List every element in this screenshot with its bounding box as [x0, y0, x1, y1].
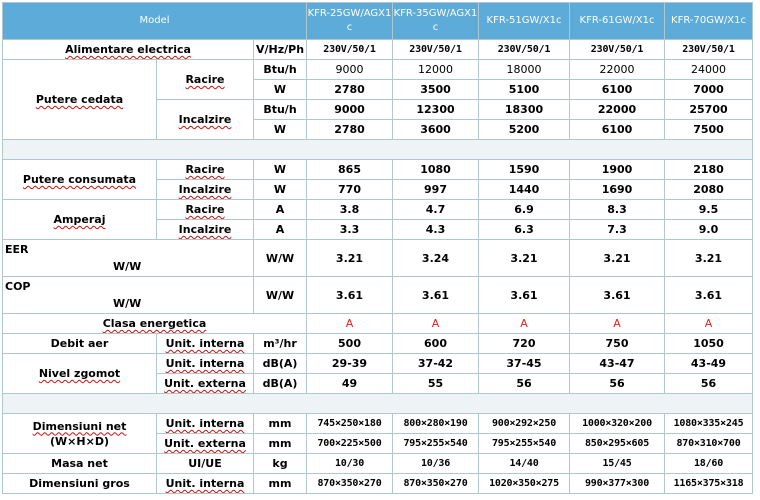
value-cell: 230V/50/1 [570, 40, 665, 60]
value-cell: 2080 [665, 180, 753, 200]
value-cell: 7500 [665, 120, 753, 140]
table-row [3, 40, 753, 60]
unit-cell: Btu/h [254, 100, 307, 120]
row-label [3, 314, 307, 334]
separator-row [3, 394, 753, 414]
row-label: Debit aer [3, 334, 157, 354]
model-header-4: KFR-61GW/X1c [570, 3, 665, 40]
value-cell: 990×377×300 [570, 474, 665, 494]
value-cell: 6.3 [479, 220, 570, 240]
value-cell: 37-42 [393, 354, 479, 374]
row-label [3, 354, 157, 394]
row-label [3, 60, 157, 140]
value-cell: 43-47 [570, 354, 665, 374]
value-cell: 230V/50/1 [665, 40, 753, 60]
unit-cell: A [254, 220, 307, 240]
row-label [3, 200, 157, 240]
model-header-3: KFR-51GW/X1c [479, 3, 570, 40]
value-cell: 8.3 [570, 200, 665, 220]
power-supply-label: Alimentare electrica [65, 43, 191, 56]
sub-label [157, 474, 254, 494]
value-cell: 7.3 [570, 220, 665, 240]
energy-class-value: A [479, 314, 570, 334]
consumption-cool-label: Racire [185, 163, 225, 176]
value-cell: 750 [570, 334, 665, 354]
value-cell: 55 [393, 374, 479, 394]
unit-cell: m³/hr [254, 334, 307, 354]
value-cell: 6100 [570, 120, 665, 140]
value-cell: 800×280×190 [393, 414, 479, 434]
table-row [3, 240, 753, 277]
value-cell: 1440 [479, 180, 570, 200]
value-cell: 9000 [307, 60, 393, 80]
unit-cell: V/Hz/Ph [254, 40, 307, 60]
unit-cell: W/W [254, 240, 307, 277]
value-cell: 997 [393, 180, 479, 200]
energy-class-value: A [665, 314, 753, 334]
table-row [3, 160, 753, 180]
value-cell: 18300 [479, 100, 570, 120]
value-cell: 29-39 [307, 354, 393, 374]
unit-cell: mm [254, 434, 307, 454]
energy-class-label: Clasa energetica [102, 317, 207, 330]
unit-cell: W/W [254, 277, 307, 314]
model-header-5: KFR-70GW/X1c [665, 3, 753, 40]
value-cell: 56 [479, 374, 570, 394]
cop-sub-label: W/W [113, 297, 142, 310]
model-header-2: KFR-35GW/AGX1c [393, 3, 479, 40]
value-cell: 900×292×250 [479, 414, 570, 434]
unit-cell: mm [254, 474, 307, 494]
value-cell: 9000 [307, 100, 393, 120]
sub-label [157, 60, 254, 100]
value-cell: 795×255×540 [479, 434, 570, 454]
separator-row [3, 140, 753, 160]
value-cell: 24000 [665, 60, 753, 80]
value-cell: 230V/50/1 [479, 40, 570, 60]
value-cell: 3.61 [479, 277, 570, 314]
sub-label [157, 414, 254, 434]
noise-label: Nivel zgomot [38, 367, 121, 380]
value-cell: 4.7 [393, 200, 479, 220]
model-header-1: KFR-25GW/AGX1c [307, 3, 393, 40]
row-label [3, 414, 157, 454]
value-cell: 865 [307, 160, 393, 180]
unit-cell: dB(A) [254, 374, 307, 394]
sub-label [157, 100, 254, 140]
value-cell: 3.21 [479, 240, 570, 277]
eer-label: EER [5, 243, 29, 256]
value-cell: 3.21 [665, 240, 753, 277]
net-dim-outdoor-label: Unit. externa [164, 437, 246, 450]
table-row [3, 277, 753, 314]
value-cell: 1020×350×275 [479, 474, 570, 494]
sub-label [157, 200, 254, 220]
value-cell: 500 [307, 334, 393, 354]
noise-outdoor-label: Unit. externa [164, 377, 246, 390]
value-cell: 5200 [479, 120, 570, 140]
unit-cell: mm [254, 414, 307, 434]
value-cell: 6.9 [479, 200, 570, 220]
separator-cell [3, 394, 753, 414]
current-heat-label: Incalzire [178, 223, 232, 236]
value-cell: 1080×335×245 [665, 414, 753, 434]
value-cell: 720 [479, 334, 570, 354]
value-cell: 22000 [570, 60, 665, 80]
table-row [3, 474, 753, 494]
unit-cell: A [254, 200, 307, 220]
energy-class-value: A [393, 314, 479, 334]
value-cell: 230V/50/1 [393, 40, 479, 60]
value-cell: 770 [307, 180, 393, 200]
unit-cell: W [254, 120, 307, 140]
unit-cell: W [254, 80, 307, 100]
value-cell: 14/40 [479, 454, 570, 474]
energy-class-value: A [570, 314, 665, 334]
value-cell: 1690 [570, 180, 665, 200]
value-cell: 3.61 [393, 277, 479, 314]
sub-label [157, 434, 254, 454]
row-label: Dimensiuni gros [3, 474, 157, 494]
value-cell: 1165×375×318 [665, 474, 753, 494]
value-cell: 1590 [479, 160, 570, 180]
consumption-label: Putere consumata [22, 173, 137, 186]
row-label [3, 40, 254, 60]
value-cell: 3500 [393, 80, 479, 100]
value-cell: 37-45 [479, 354, 570, 374]
value-cell: 3.61 [570, 277, 665, 314]
capacity-heat-label: Incalzire [178, 113, 232, 126]
value-cell: 3.8 [307, 200, 393, 220]
row-label [3, 277, 254, 314]
value-cell: 3.61 [665, 277, 753, 314]
current-cool-label: Racire [185, 203, 225, 216]
value-cell: 4.3 [393, 220, 479, 240]
value-cell: 18000 [479, 60, 570, 80]
header-row [3, 3, 753, 40]
value-cell: 6100 [570, 80, 665, 100]
unit-cell: dB(A) [254, 354, 307, 374]
value-cell: 2180 [665, 160, 753, 180]
sub-label [157, 374, 254, 394]
value-cell: 850×295×605 [570, 434, 665, 454]
value-cell: 3.24 [393, 240, 479, 277]
table-row [3, 414, 753, 434]
value-cell: 12000 [393, 60, 479, 80]
sub-label [157, 354, 254, 374]
value-cell: 49 [307, 374, 393, 394]
value-cell: 10/30 [307, 454, 393, 474]
value-cell: 2780 [307, 120, 393, 140]
value-cell: 3.21 [307, 240, 393, 277]
gross-dim-sub-label: Unit. interna [165, 477, 245, 490]
unit-cell: W [254, 160, 307, 180]
value-cell: 745×250×180 [307, 414, 393, 434]
value-cell: 56 [570, 374, 665, 394]
table-row [3, 454, 753, 474]
row-label [3, 240, 254, 277]
value-cell: 12300 [393, 100, 479, 120]
value-cell: 3.21 [570, 240, 665, 277]
value-cell: 700×225×500 [307, 434, 393, 454]
sub-label [157, 334, 254, 354]
noise-indoor-label: Unit. interna [165, 357, 245, 370]
consumption-heat-label: Incalzire [178, 183, 232, 196]
value-cell: 2780 [307, 80, 393, 100]
value-cell: 870×350×270 [393, 474, 479, 494]
sub-label [157, 180, 254, 200]
model-header: Model [3, 3, 307, 40]
value-cell: 1050 [665, 334, 753, 354]
sub-label [157, 160, 254, 180]
value-cell: 1900 [570, 160, 665, 180]
value-cell: 795×255×540 [393, 434, 479, 454]
table-row [3, 60, 753, 80]
value-cell: 3600 [393, 120, 479, 140]
value-cell: 10/36 [393, 454, 479, 474]
table-row [3, 200, 753, 220]
value-cell: 43-49 [665, 354, 753, 374]
value-cell: 56 [665, 374, 753, 394]
value-cell: 3.61 [307, 277, 393, 314]
net-dim-indoor-label: Unit. interna [165, 417, 245, 430]
table-row [3, 314, 753, 334]
airflow-sub-label: Unit. interna [165, 337, 245, 350]
table-row [3, 334, 753, 354]
spec-table [2, 2, 753, 494]
value-cell: 18/60 [665, 454, 753, 474]
value-cell: 870×310×700 [665, 434, 753, 454]
unit-cell: Btu/h [254, 60, 307, 80]
value-cell: 3.3 [307, 220, 393, 240]
value-cell: 1080 [393, 160, 479, 180]
net-dimensions-label2: (W×H×D) [50, 434, 109, 448]
value-cell: 7000 [665, 80, 753, 100]
net-dimensions-label: Dimensiuni net [32, 419, 127, 433]
value-cell: 9.5 [665, 200, 753, 220]
row-label [3, 160, 157, 200]
value-cell: 600 [393, 334, 479, 354]
capacity-cool-label: Racire [185, 73, 225, 86]
unit-cell: kg [254, 454, 307, 474]
row-label: Masa net [3, 454, 157, 474]
unit-cell: W [254, 180, 307, 200]
value-cell: 25700 [665, 100, 753, 120]
separator-cell [3, 140, 753, 160]
eer-sub-label: W/W [113, 260, 142, 273]
capacity-label: Putere cedata [35, 93, 124, 106]
value-cell: 9.0 [665, 220, 753, 240]
sub-label: UI/UE [157, 454, 254, 474]
cop-label: COP [5, 280, 31, 293]
current-label: Amperaj [53, 213, 106, 226]
energy-class-value: A [307, 314, 393, 334]
sub-label [157, 220, 254, 240]
value-cell: 1000×320×200 [570, 414, 665, 434]
value-cell: 870×350×270 [307, 474, 393, 494]
value-cell: 15/45 [570, 454, 665, 474]
value-cell: 5100 [479, 80, 570, 100]
value-cell: 230V/50/1 [307, 40, 393, 60]
value-cell: 22000 [570, 100, 665, 120]
table-row [3, 354, 753, 374]
